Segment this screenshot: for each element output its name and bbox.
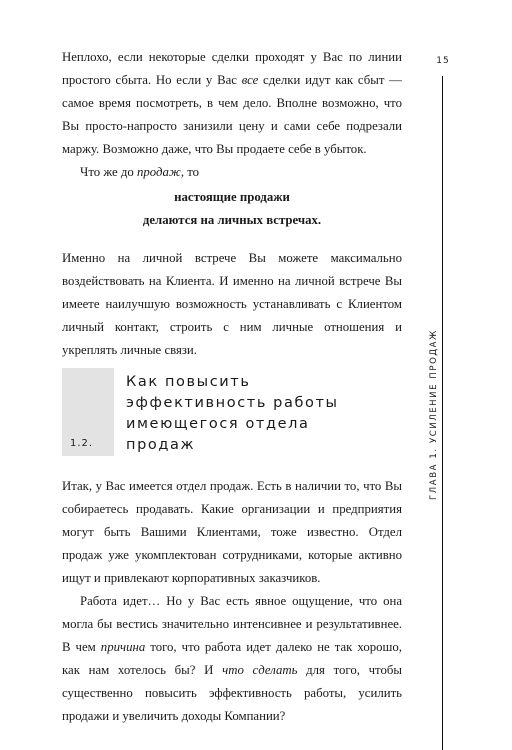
text-span: того, что работа идет далеко не так хорошо, как нам хотелось бы? И — [62, 640, 402, 677]
emphasis: причина — [100, 640, 146, 654]
paragraph: Именно на личной встрече Вы можете максимально воздействовать на Клиента. И именно на личной встрече Вы имеете наилучшую возможность устанавливать с Клиентом личный контакт, строить с ним личные отношения и укреплять личные связи. — [62, 251, 402, 357]
section-title — [126, 372, 416, 456]
running-head: ГЛАВА 1. УСИЛЕНИЕ ПРОДАЖ — [429, 329, 439, 500]
section-title-line: продаж — [126, 437, 196, 453]
emphasis: все — [241, 73, 259, 87]
margin-rule — [442, 76, 443, 750]
text-block-meetings — [62, 247, 402, 362]
text-span: сделки идут как сбыт — самое время посмотреть, в чем дело. Вполне возможно, что Вы просто-напросто занизили цену и сами себе подрезали маржу. Возможно даже, что Вы продаете себе в убыток. — [62, 73, 402, 156]
section-title-line: эффективность работы — [126, 395, 339, 411]
paragraph: Итак, у Вас имеется отдел продаж. Есть в наличии то, что Вы собираетесь продавать. Какие организации и предприятия могут быть Вашими Клиентами, тоже известно. Отдел продаж уже укомплектован сотрудниками, которые активно ищут и привлекают корпоративных заказчиков. — [62, 479, 402, 585]
paragraph — [62, 161, 402, 184]
section-title-line: Как повысить — [126, 374, 251, 390]
text-span: для того, чтобы существенно повысить эффективность работы, усилить продажи и увеличить доходы Компании? — [62, 663, 402, 723]
paragraph — [62, 590, 402, 728]
text-span: Что же до — [80, 165, 137, 179]
text-block-section — [62, 475, 402, 728]
section-number: 1.2. — [70, 438, 94, 449]
emphasis: продаж — [137, 165, 181, 179]
section-title-line: имеющегося отдела — [126, 416, 310, 432]
text-span: Работа идет… Но у Вас есть явное ощущение, что она могла бы вестись значительно интенсивнее и результативнее. В чем — [62, 594, 402, 654]
text-span: , то — [180, 165, 200, 179]
text-block-intro — [62, 46, 402, 184]
page-number: 15 — [436, 56, 450, 66]
emphasis: что сделать — [222, 663, 298, 677]
emphasis-line-2: делаются на личных встречах. — [142, 213, 322, 227]
emphasis-line-1: настоящие продажи — [174, 190, 290, 204]
text-span: Неплохо, если некоторые сделки проходят у Вас по линии простого сбыта. Но если у Вас — [62, 50, 402, 87]
paragraph — [62, 46, 402, 161]
